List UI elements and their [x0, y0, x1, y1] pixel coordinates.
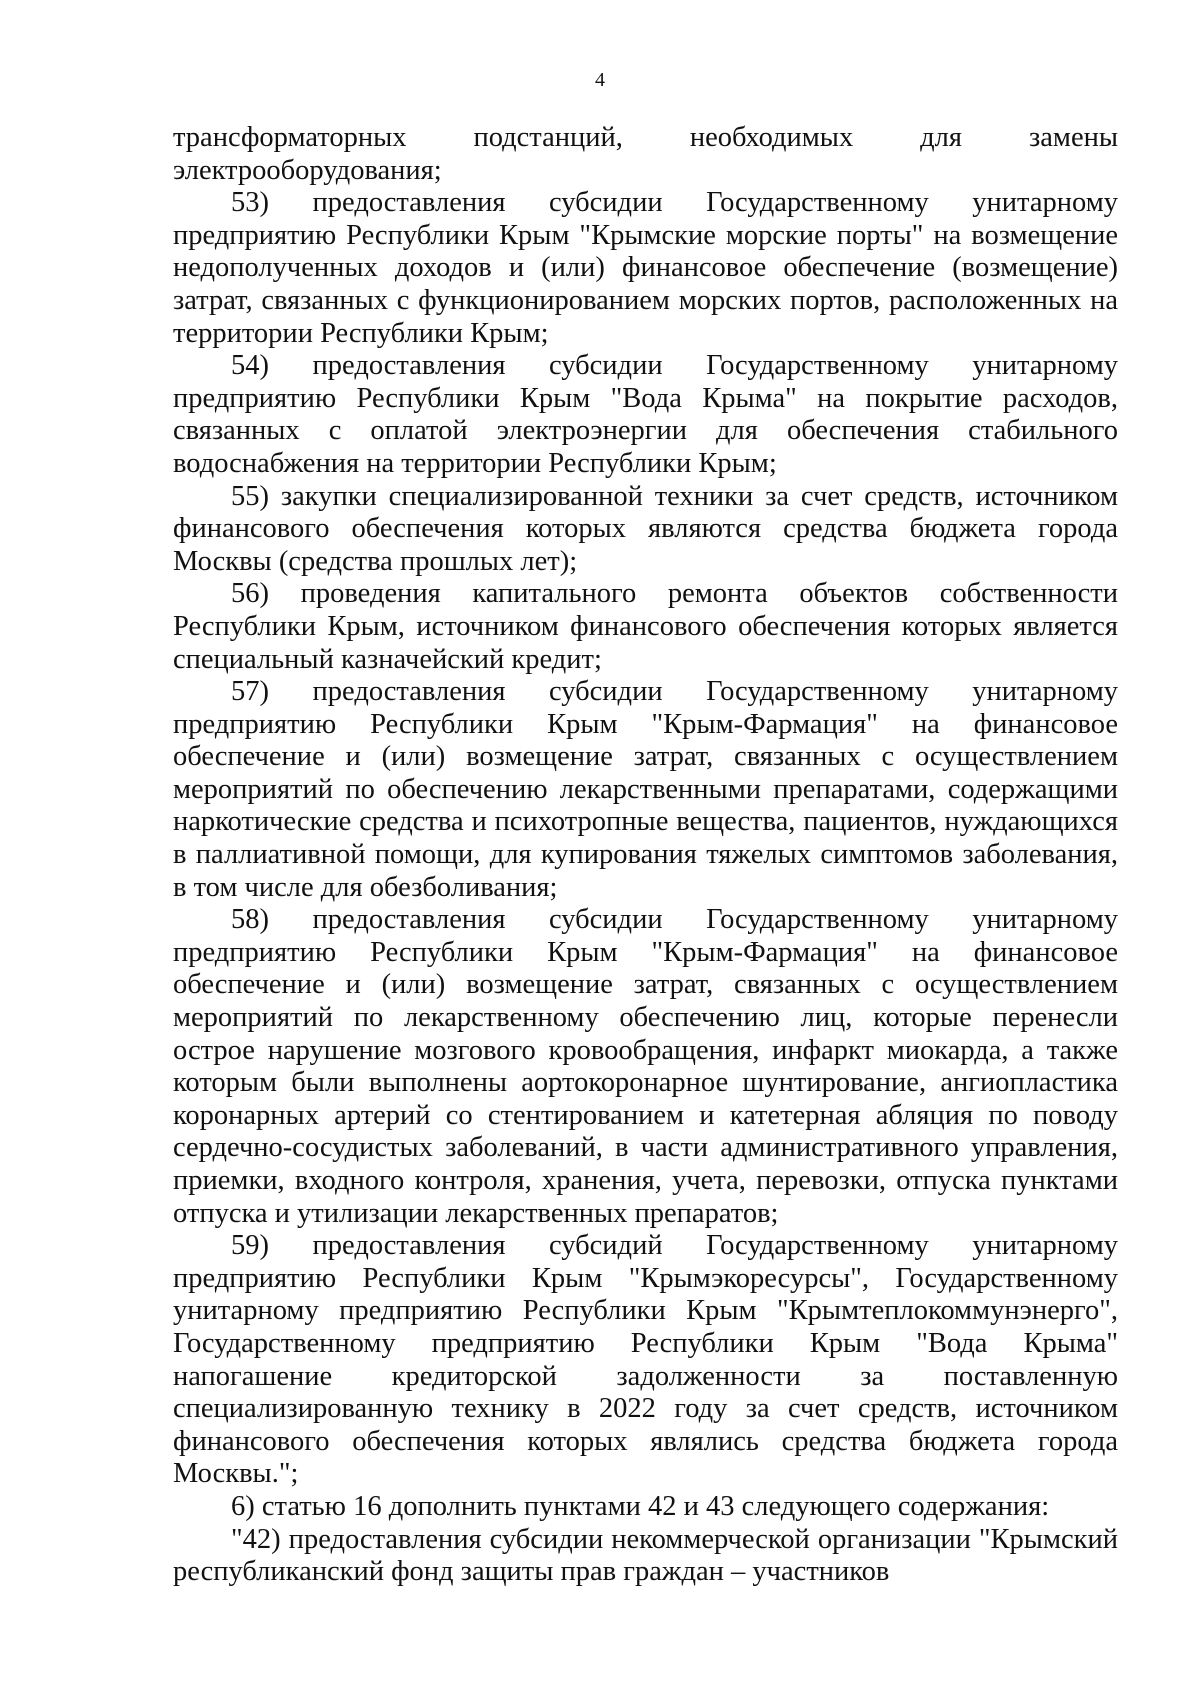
paragraph-amendment-6: 6) статью 16 дополнить пунктами 42 и 43 следующего содержания: — [231, 1490, 1050, 1522]
page-number: 4 — [595, 69, 605, 91]
paragraph-item-42: "42) предоставления субсидии некоммерческой организации "Крымский республиканский фонд защиты прав граждан – участников — [173, 1523, 1118, 1588]
paragraph-item-55: 55) закупки специализированной техники за счет средств, источником финансового обеспечения которых являются средства бюджета города Москвы (средства прошлых лет); — [173, 480, 1118, 577]
paragraph-item-53: 53) предоставления субсидии Государственному унитарному предприятию Республики Крым "Крымские морские порты" на возмещение недополученных доходов и (или) финансовое обеспечение (возмещение) затрат, связанных с функционированием морских портов, расположенных на территории Республики Крым; — [173, 187, 1118, 349]
paragraph-item-58: 58) предоставления субсидии Государственному унитарному предприятию Республики Крым "Крым-Фармация" на финансовое обеспечение и (или) возмещение затрат, связанных с осуществлением мероприятий по лекарственному обеспечению лиц, которые перенесли острое нарушение мозгового кровообращения, инфаркт миокарда, а также которым были выполнены аортокоронарное шунтирование, ангиопластика коронарных артерий со стентированием и катетерная абляция по поводу сердечно-сосудистых заболеваний, в части административного управления, приемки, входного контроля, хранения, учета, перевозки, отпуска пунктами отпуска и утилизации лекарственных препаратов; — [173, 904, 1118, 1229]
paragraph-continuation: трансформаторных подстанций, необходимых для замены электрооборудования; — [173, 122, 1118, 186]
paragraph-item-56: 56) проведения капитального ремонта объектов собственности Республики Крым, источником финансового обеспечения которых является специальный казначейский кредит; — [173, 578, 1118, 675]
paragraph-item-54: 54) предоставления субсидии Государственному унитарному предприятию Республики Крым "Вода Крыма" на покрытие расходов, связанных с оплатой электроэнергии для обеспечения стабильного водоснабжения на территории Республики Крым; — [173, 350, 1118, 479]
paragraph-item-57: 57) предоставления субсидии Государственному унитарному предприятию Республики Крым "Крым-Фармация" на финансовое обеспечение и (или) возмещение затрат, связанных с осуществлением мероприятий по обеспечению лекарственными препаратами, содержащими наркотические средства и психотропные вещества, пациентов, нуждающихся в паллиативной помощи, для купирования тяжелых симптомов заболевания, в том числе для обезболивания; — [173, 676, 1118, 903]
paragraph-item-59: 59) предоставления субсидий Государственному унитарному предприятию Республики Крым "Крымэкоресурсы", Государственному унитарному предприятию Республики Крым "Крымтеплокоммунэнерго", Государственному предприятию Республики Крым "Вода Крыма" напогашение кредиторской задолженности за поставленную специализированную технику в 2022 году за счет средств, источником финансового обеспечения которых являлись средства бюджета города Москвы."; — [173, 1230, 1118, 1490]
document-body — [173, 122, 1118, 1589]
